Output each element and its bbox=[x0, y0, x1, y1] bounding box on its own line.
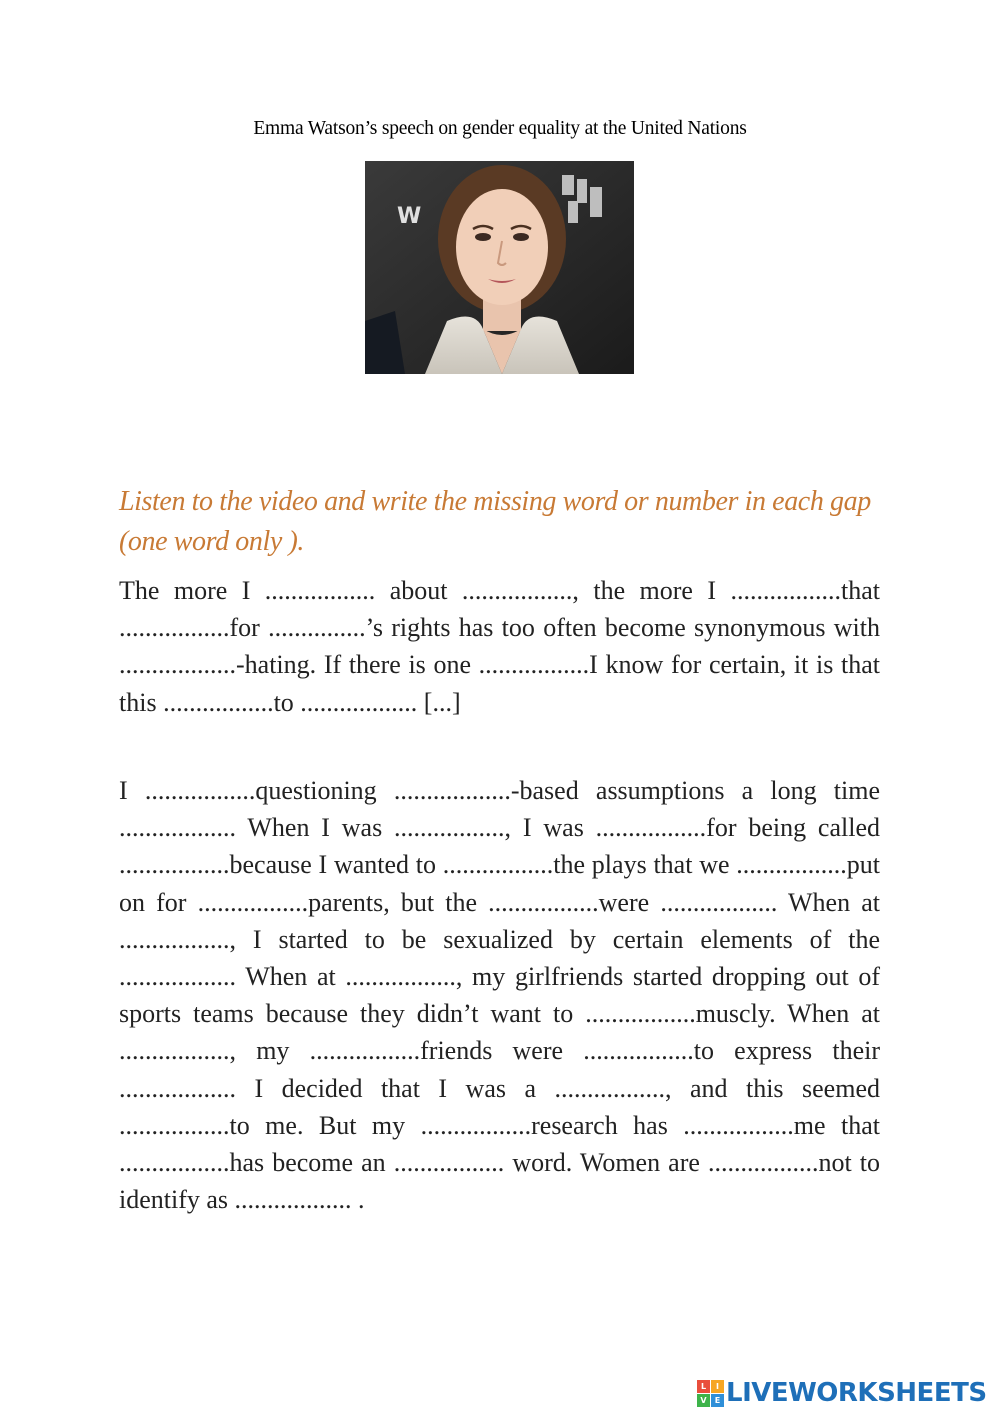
page-title: Emma Watson’s speech on gender equality at the United Nations bbox=[253, 118, 747, 139]
logo-mark-letter: V bbox=[697, 1394, 710, 1407]
logo-text: LIVEWORKSHEETS bbox=[726, 1378, 987, 1408]
instruction-text: Listen to the video and write the missing word or number in each gap (one word only ). bbox=[119, 486, 871, 557]
logo-mark-letter: E bbox=[711, 1394, 724, 1407]
svg-text:W: W bbox=[397, 204, 422, 229]
cloze-paragraph-2: I .................questioning ..................-based assumptions a long time .................. When I was ................., I was .................for being called .................because I wanted to .................the plays that we .................put on for .................parents, but the .................were .................. When at ................., I started to be sexualized by certain elements of the .................. When at ................., my girlfriends started dropping out of sports teams because they didn’t want to .................muscly. When at ................., my .................friends were .................to express their .................. I decided that I was a ................., and this seemed .................to me. But my .................research has .................me that .................has become an ................. word. Women are .................not to identify as .................. . bbox=[119, 776, 880, 1215]
liveworksheets-logo[interactable] bbox=[697, 1378, 987, 1408]
logo-mark-letter: I bbox=[711, 1380, 724, 1393]
liveworksheets-logo-icon bbox=[697, 1380, 724, 1407]
cloze-paragraph-1: The more I ................. about ................., the more I .................that .................for ...............’s rights has too often become synonymous with ..................-hating. If there is one .................I know for certain, it is that this .................to .................. [...] bbox=[119, 576, 880, 717]
logo-mark-letter: L bbox=[697, 1380, 710, 1393]
speaker-photo bbox=[365, 161, 634, 374]
